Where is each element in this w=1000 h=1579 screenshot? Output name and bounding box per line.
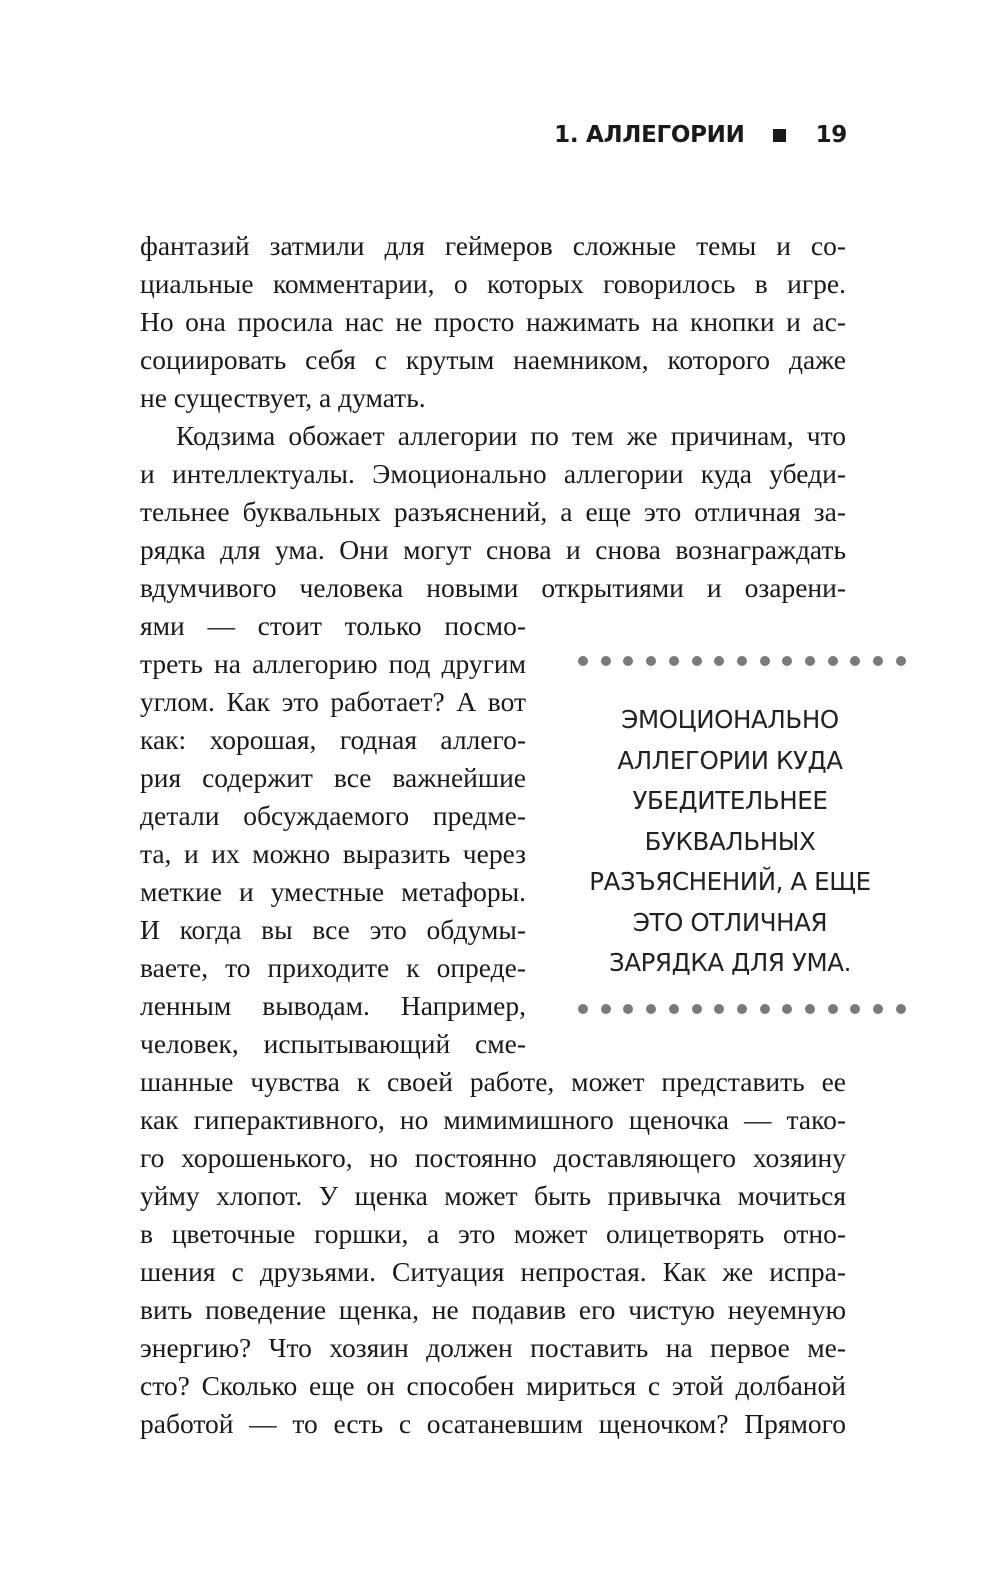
- pull-quote-line: АЛЛЕГОРИИ КУДА: [617, 745, 843, 775]
- dotted-divider-top: [578, 656, 906, 666]
- text-line: вить поведение щенка, не подавив его чистую неуемную: [140, 1294, 846, 1325]
- text-line: меткие и уместные метафоры.: [140, 876, 526, 907]
- text-line: в цветочные горшки, а это может олицетворять отно-: [140, 1218, 846, 1249]
- page-number: 19: [815, 122, 847, 148]
- text-line: рия содержит все важнейшие: [140, 762, 526, 793]
- pull-quote-line: УБЕДИТЕЛЬНЕЕ: [632, 786, 828, 815]
- text-line: рядка для ума. Они могут снова и снова вознаграждать: [140, 534, 846, 565]
- text-line: та, и их можно выразить через: [140, 838, 526, 869]
- pull-quote-line: РАЗЪЯСНЕНИЙ, А ЕЩЕ: [589, 867, 871, 896]
- text-line: И когда вы все это обдумы-: [140, 914, 526, 945]
- text-line: тельнее буквальных разъяснений, а еще это отличная за-: [140, 496, 846, 527]
- text-line: углом. Как это работает? А вот: [140, 686, 526, 717]
- pull-quote-line: ЭМОЦИОНАЛЬНО: [621, 705, 839, 734]
- text-line: вдумчивого человека новыми открытиями и озарени-: [140, 572, 846, 603]
- text-line: шанные чувства к своей работе, может представить ее: [140, 1066, 846, 1097]
- pull-quote: [560, 700, 900, 984]
- text-line: треть на аллегорию под другим: [140, 648, 526, 679]
- text-line: ями — стоит только посмо-: [140, 610, 526, 641]
- pull-quote-line: БУКВАЛЬНЫХ: [644, 826, 816, 856]
- text-line: циальные комментарии, о которых говорилось в игре.: [140, 268, 846, 299]
- running-header: [554, 122, 847, 148]
- text-line: Кодзима обожает аллегории по тем же причинам, что: [176, 420, 846, 451]
- text-line: как: хорошая, годная аллего-: [140, 724, 526, 755]
- text-line: не существует, а думать.: [140, 382, 426, 413]
- chapter-title: 1. АЛЛЕГОРИИ: [554, 122, 745, 148]
- text-line: фантазий затмили для геймеров сложные темы и со-: [140, 230, 846, 261]
- text-line: и интеллектуалы. Эмоционально аллегории куда убеди-: [140, 458, 846, 489]
- text-line: как гиперактивного, но мимимишного щеночка — тако-: [140, 1104, 846, 1135]
- text-line: шения с друзьями. Ситуация непростая. Как же испра-: [140, 1256, 846, 1287]
- separator-square-icon: [773, 129, 786, 142]
- text-line: го хорошенького, но постоянно доставляющего хозяину: [140, 1142, 846, 1173]
- text-line: уйму хлопот. У щенка может быть привычка мочиться: [140, 1180, 846, 1211]
- text-line: ваете, то приходите к опреде-: [140, 952, 526, 983]
- text-line: энергию? Что хозяин должен поставить на первое ме-: [140, 1332, 846, 1363]
- text-line: детали обсуждаемого предме-: [140, 800, 526, 831]
- pull-quote-line: ЭТО ОТЛИЧНАЯ: [632, 907, 828, 937]
- text-line: ленным выводам. Например,: [140, 990, 526, 1021]
- text-line: сто? Сколько еще он способен мириться с этой долбаной: [140, 1370, 846, 1401]
- text-line: Но она просила нас не просто нажимать на кнопки и ас-: [140, 306, 846, 337]
- dotted-divider-bottom: [578, 1004, 906, 1014]
- pull-quote-line: ЗАРЯДКА ДЛЯ УМА.: [609, 948, 851, 977]
- text-line: работой — то есть с осатаневшим щеночком? Прямого: [140, 1408, 846, 1439]
- text-line: социировать себя с крутым наемником, которого даже: [140, 344, 846, 375]
- text-line: человек, испытывающий сме-: [140, 1028, 526, 1059]
